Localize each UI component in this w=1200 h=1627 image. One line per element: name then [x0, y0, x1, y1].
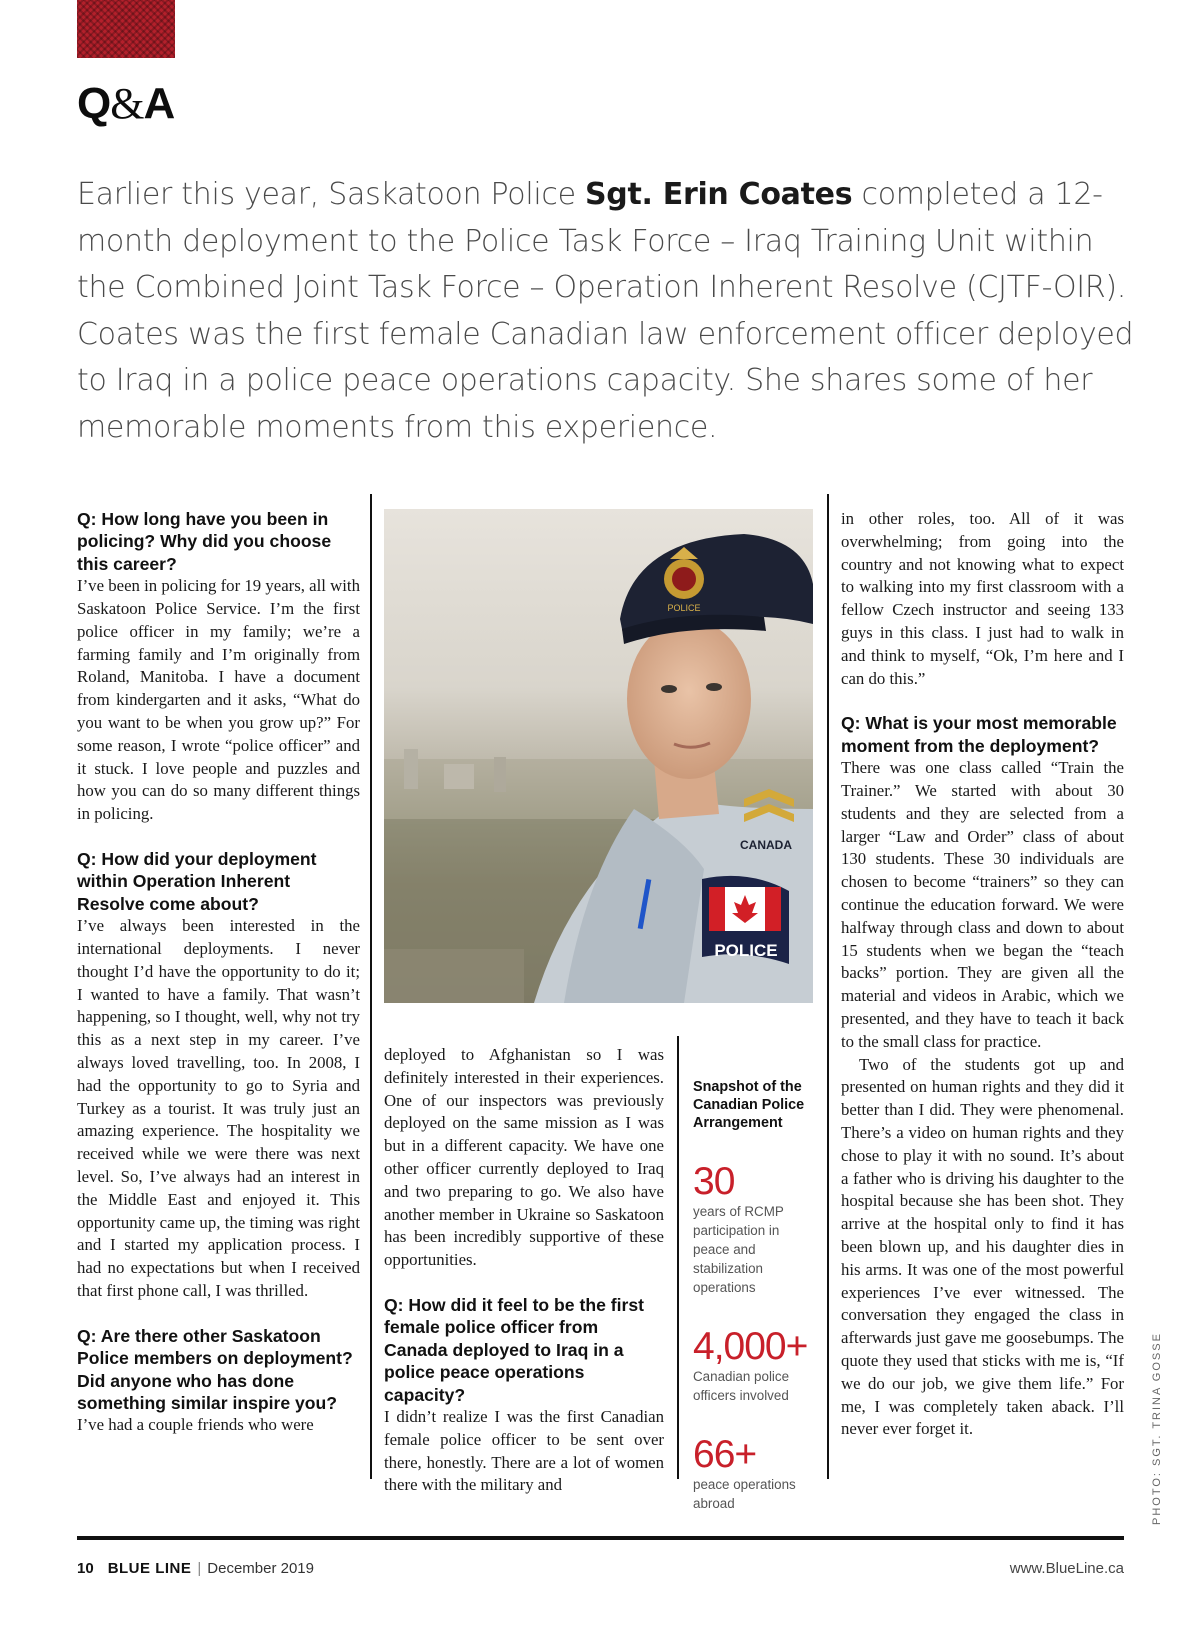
answer-1: I’ve been in policing for 19 years, all with Saskatoon Police Service. I’m the first police officer in my family; we’re a farming family and I’m originally from Roland, Manitoba. I have a document from kindergarten and it asks, “What do you want to be when you grow up?” For some reason, I wrote “police officer” and it stuck. I love people and puzzles and how you can do so many different things in policing.: [77, 576, 360, 824]
footer-rule: [77, 1536, 1124, 1540]
footer-separator: |: [197, 1560, 202, 1577]
answer-4: I didn’t realize I was the first Canadian female police officer to be sent over there, honestly. There are a lot of women there with the military and: [384, 1407, 664, 1495]
title-q: Q: [77, 79, 111, 128]
article-column-2: [384, 1044, 664, 1497]
stat-description: peace operations abroad: [693, 1477, 796, 1511]
stat-value: 30: [693, 1160, 735, 1203]
magazine-name: BLUE LINE: [107, 1560, 192, 1577]
police-patch-text: POLICE: [714, 941, 778, 960]
page-number: 10: [77, 1560, 94, 1577]
beret-badge-text: POLICE: [667, 603, 701, 613]
officer-portrait-illustration: [384, 509, 813, 1003]
question-3: Q: Are there other Saskatoon Police members on deployment? Did anyone who has done something similar inspire you?: [77, 1325, 353, 1413]
column-rule: [370, 494, 372, 1479]
answer-2: I’ve always been interested in the international deployments. I never thought I’d have the opportunity to do it; I wanted to have a family. That wasn’t happening, so I thought, well, why not try this as a next step in my career. I’ve always loved travelling, too. In 2008, I had the opportunity to go to Syria and Turkey as a tourist. It was truly just an amazing experience. The hospitality we received while we were there was next level. So, I’ve always had an interest in the Middle East and enjoyed it. This opportunity came up, the timing was right and I started my application process. I had no expectations but when I received that first phone call, I was thrilled.: [77, 916, 360, 1300]
question-4: Q: How did it feel to be the first female police officer from Canada deployed to Iraq in a police peace operations capacity?: [384, 1294, 644, 1405]
stat-description: years of RCMP participation in peace and stabilization operations: [693, 1204, 784, 1295]
title-a: A: [143, 79, 175, 128]
article-column-4: [841, 508, 1124, 1441]
answer-5-paragraph-1: There was one class called “Train the Trainer.” We started with about 30 students and they are selected from a larger “Law and Order” class of about 130 students. These 30 individuals are chosen to become “trainers” so they can continue the education forward. We were halfway through class and down to about 15 students when we began the “teach backs” portion. They are given all the material and videos in Arabic, which we presented, and they have to teach it back to the small class for practice.: [841, 758, 1124, 1051]
photo-credit: PHOTO: SGT. TRINA GOSSE: [1151, 1332, 1163, 1525]
title-ampersand: &: [110, 79, 144, 128]
stat-value: 66+: [693, 1433, 757, 1476]
issue-date: December 2019: [207, 1560, 314, 1577]
sidebar-title: Snapshot of the Canadian Police Arrangement: [693, 1079, 805, 1131]
question-2: Q: How did your deployment within Operation Inherent Resolve come about?: [77, 848, 317, 914]
answer-5-paragraph-2: Two of the students got up and presented on human rights and they did it better than I did. They were phenomenal. There’s a video on human rights and they chose to play it with no sound. It’s about a father who is driving his daughter to the hospital because she has been shot. They arrive at the hospital only to find it has been blown up, and his daughter dies in his arms. It was one of the most powerful experiences I’ve ever witnessed. The conversation they engaged the class in afterwards just gave me goosebumps. The quote they used that sticks with me is, “If we do our job, we give them life.” For me, I was completely taken aback. I’ll never ever forget it.: [841, 1054, 1124, 1439]
article-column-1: [77, 508, 360, 1437]
section-title: [77, 78, 174, 130]
intro-paragraph: Earlier this year, Saskatoon Police Sgt. Erin Coates completed a 12-month deployment to the Police Task Force – Iraq Training Unit within the Combined Joint Task Force – Operation Inherent Resolve (CJTF-OIR). Coates was the first female Canadian law enforcement officer deployed to Iraq in a police peace operations capacity. She shares some of her memorable moments from this experience.: [77, 177, 1134, 445]
page-footer: [77, 1560, 1124, 1584]
answer-3: I’ve had a couple friends who were: [77, 1415, 314, 1435]
column-rule: [827, 494, 829, 1479]
sidebar-snapshot: [693, 1078, 813, 1543]
stat-description: Canadian police officers involved: [693, 1369, 790, 1403]
sidebar-rule: [677, 1036, 679, 1479]
officer-photo: [384, 509, 813, 1003]
interviewee-name: Sgt. Erin Coates: [585, 177, 853, 212]
decorative-red-block: [77, 0, 175, 58]
question-1: Q: How long have you been in policing? Why did you choose this career?: [77, 509, 332, 574]
website-url[interactable]: www.BlueLine.ca: [1009, 1560, 1124, 1577]
stat-value: 4,000+: [693, 1325, 808, 1368]
shoulder-title-text: CANADA: [740, 838, 792, 852]
answer-4-continued: in other roles, too. All of it was overwhelming; from going into the country and not knowing what to expect to walking into my first classroom with a fellow Czech instructor and seeing 133 guys in this class. I just had to walk in and think to myself, “Ok, I’m here and I can do this.”: [841, 509, 1124, 688]
question-5: Q: What is your most memorable moment from the deployment?: [841, 713, 1117, 756]
answer-3-continued: deployed to Afghanistan so I was definitely interested in their experiences. One of our inspectors was previously deployed on the same mission as I was but in a different capacity. We have one other officer currently deployed to Iraq and two preparing to go. We also have another member in Ukraine so Saskatoon has been incredibly supportive of these opportunities.: [384, 1045, 664, 1270]
